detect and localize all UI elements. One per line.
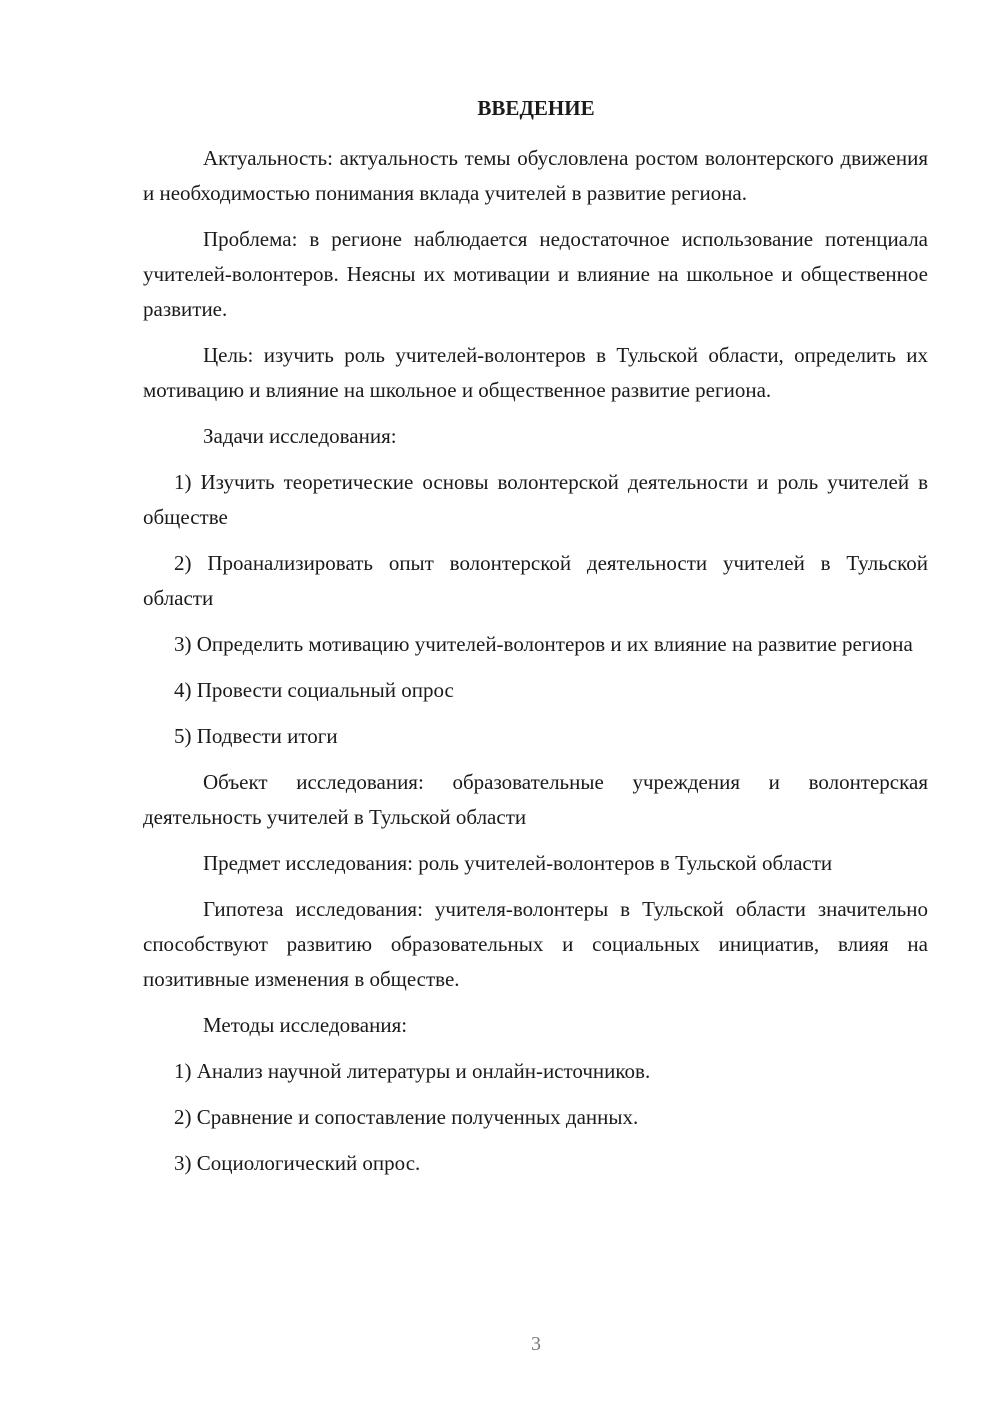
subject-paragraph: Предмет исследования: роль учителей-волонтеров в Тульской области — [203, 851, 833, 875]
relevance-paragraph: Актуальность: актуальность темы обусловлена ростом волонтерского движения и необходимостью понимания вклада учителей в развитие региона. — [143, 146, 928, 205]
document-body — [143, 141, 928, 1192]
problem-paragraph: Проблема: в регионе наблюдается недостаточное использование потенциала учителей-волонтеров. Неясны их мотивации и влияние на школьное и общественное развитие. — [143, 227, 928, 321]
section-heading: ВВЕДЕНИЕ — [477, 96, 595, 120]
methods-heading: Методы исследования: — [203, 1013, 408, 1037]
page-number: 3 — [531, 1333, 541, 1355]
method-item: 2) Сравнение и сопоставление полученных данных. — [174, 1105, 639, 1129]
hypothesis-paragraph: Гипотеза исследования: учителя-волонтеры в Тульской области значительно способствуют развитию образовательных и социальных инициатив, влияя на позитивные изменения в обществе. — [143, 897, 928, 991]
task-item: 3) Определить мотивацию учителей-волонтеров и их влияние на развитие региона — [174, 632, 913, 656]
task-item: 4) Провести социальный опрос — [174, 678, 454, 702]
task-item: 2) Проанализировать опыт волонтерской деятельности учителей в Тульской области — [143, 551, 928, 610]
goal-paragraph: Цель: изучить роль учителей-волонтеров в Тульской области, определить их мотивацию и влияние на школьное и общественное развитие региона. — [143, 343, 928, 402]
method-item: 3) Социологический опрос. — [174, 1151, 421, 1175]
object-paragraph: Объект исследования: образовательные учреждения и волонтерская деятельность учителей в Тульской области — [143, 770, 928, 829]
method-item: 1) Анализ научной литературы и онлайн-источников. — [174, 1059, 651, 1083]
task-item: 1) Изучить теоретические основы волонтерской деятельности и роль учителей в обществе — [143, 470, 928, 529]
tasks-heading: Задачи исследования: — [203, 424, 397, 448]
task-item: 5) Подвести итоги — [174, 724, 338, 748]
